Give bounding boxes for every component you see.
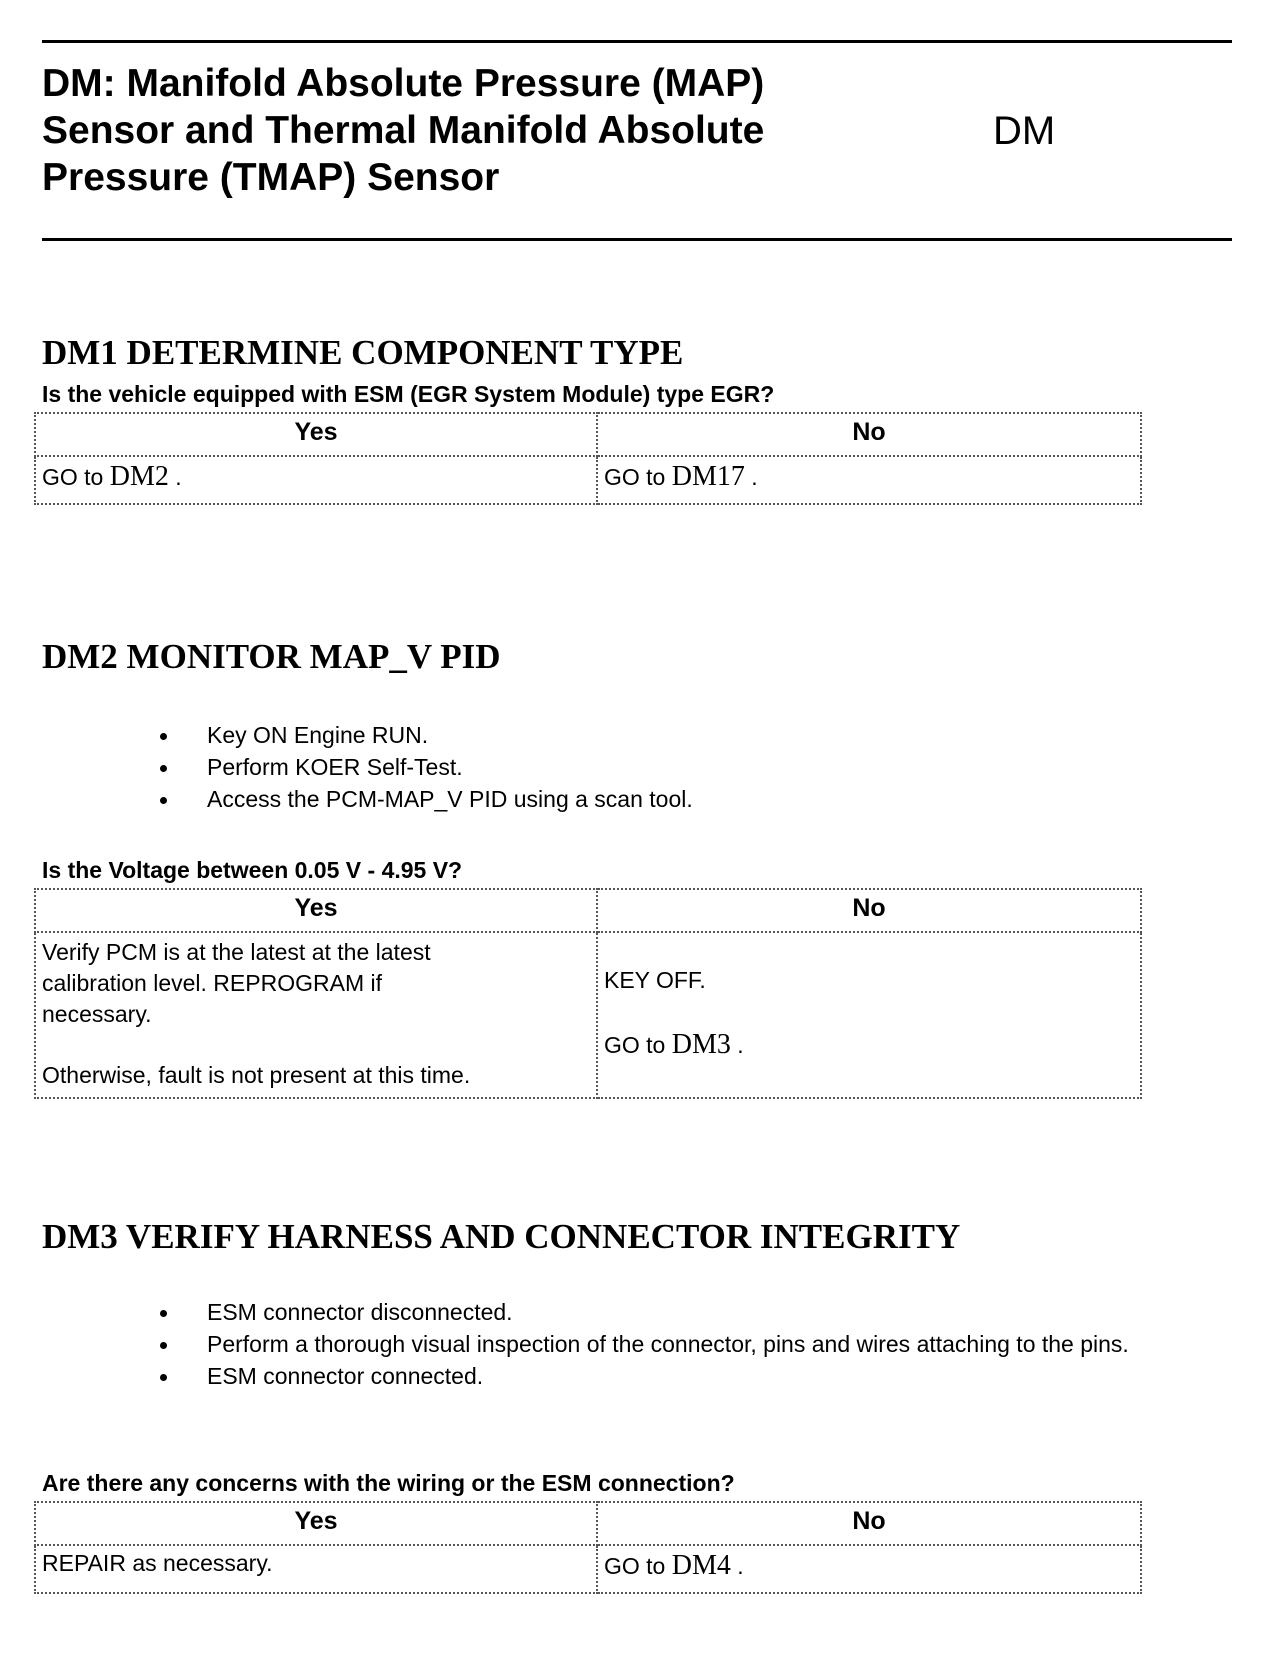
step-dm3-heading: DM3 VERIFY HARNESS AND CONNECTOR INTEGRITY <box>42 1217 961 1256</box>
no-column-header: No <box>597 889 1141 932</box>
document-title-line-3: Pressure (TMAP) Sensor <box>42 156 500 199</box>
list-item <box>160 719 693 751</box>
bullet-icon <box>160 1342 167 1349</box>
dm3-yes-text: REPAIR as necessary. <box>42 1550 273 1576</box>
dm2-no-goto <box>604 1029 1134 1061</box>
document-title-line-2: Sensor and Thermal Manifold Absolute <box>42 109 765 152</box>
bullet-icon <box>160 1374 167 1381</box>
dm3-no-goto-suffix: . <box>730 1553 744 1579</box>
dm1-yes-goto-suffix: . <box>168 464 182 490</box>
dm2-instruction-text: Access the PCM-MAP_V PID using a scan tool. <box>207 786 693 812</box>
dm2-yes-text-line: calibration level. REPROGRAM if <box>42 970 382 996</box>
bullet-icon <box>160 1310 167 1317</box>
dm2-yes-cell <box>35 932 597 1098</box>
dm2-yes-text-line: Otherwise, fault is not present at this time. <box>42 1062 471 1088</box>
dm1-yes-cell <box>35 456 597 504</box>
dm3-no-goto-prefix: GO to <box>604 1553 672 1579</box>
document-title-line-1: DM: Manifold Absolute Pressure (MAP) <box>42 62 765 105</box>
dm2-no-goto-prefix: GO to <box>604 1032 672 1058</box>
dm1-no-goto-link[interactable]: DM17 <box>671 461 745 492</box>
step-dm3-instructions <box>160 1296 1220 1392</box>
dm1-no-goto-prefix: GO to <box>604 464 672 490</box>
dm3-instruction-text: ESM connector connected. <box>207 1363 484 1389</box>
step-dm2-heading: DM2 MONITOR MAP_V PID <box>42 637 501 676</box>
dm3-instruction-text: Perform a thorough visual inspection of the connector, pins and wires attaching to the pins. <box>207 1331 1129 1357</box>
no-column-header: No <box>597 413 1141 456</box>
header-top-rule <box>42 40 1232 43</box>
dm2-no-goto-suffix: . <box>730 1032 744 1058</box>
dm2-no-key-off-text: KEY OFF. <box>604 967 706 993</box>
step-dm1-question: Is the vehicle equipped with ESM (EGR System Module) type EGR? <box>42 381 775 407</box>
section-code: DM <box>993 109 1056 153</box>
yes-column-header: Yes <box>35 413 597 456</box>
step-dm2-question: Is the Voltage between 0.05 V - 4.95 V? <box>42 857 463 883</box>
yes-column-header: Yes <box>35 1502 597 1545</box>
step-dm1-heading: DM1 DETERMINE COMPONENT TYPE <box>42 333 684 372</box>
yes-column-header: Yes <box>35 889 597 932</box>
dm2-yes-text-line: necessary. <box>42 1001 152 1027</box>
step-dm3-question: Are there any concerns with the wiring or the ESM connection? <box>42 1470 735 1496</box>
no-column-header: No <box>597 1502 1141 1545</box>
dm2-yes-text-line: Verify PCM is at the latest at the latest <box>42 939 431 965</box>
step-dm3-answer-table <box>34 1501 1142 1594</box>
step-dm2-instructions <box>160 719 693 815</box>
list-item <box>160 1328 1220 1360</box>
header-bottom-rule <box>42 238 1232 241</box>
dm1-yes-goto-link[interactable]: DM2 <box>109 461 169 492</box>
bullet-icon <box>160 765 167 772</box>
bullet-icon <box>160 797 167 804</box>
dm2-no-cell <box>597 932 1141 1098</box>
bullet-icon <box>160 733 167 740</box>
dm1-no-cell <box>597 456 1141 504</box>
dm2-no-goto-link[interactable]: DM3 <box>671 1029 731 1060</box>
dm3-no-goto-link[interactable]: DM4 <box>671 1550 731 1581</box>
dm3-no-cell <box>597 1545 1141 1593</box>
list-item <box>160 1296 1220 1328</box>
list-item <box>160 783 693 815</box>
dm2-instruction-text: Perform KOER Self-Test. <box>207 754 463 780</box>
dm2-instruction-text: Key ON Engine RUN. <box>207 722 429 748</box>
dm3-instruction-text: ESM connector disconnected. <box>207 1299 513 1325</box>
list-item <box>160 1360 1220 1392</box>
dm3-yes-cell <box>35 1545 597 1593</box>
step-dm1-answer-table <box>34 412 1142 505</box>
list-item <box>160 751 693 783</box>
dm1-no-goto-suffix: . <box>744 464 758 490</box>
document-title <box>42 60 862 201</box>
dm1-yes-goto-prefix: GO to <box>42 464 110 490</box>
step-dm2-answer-table <box>34 888 1142 1099</box>
